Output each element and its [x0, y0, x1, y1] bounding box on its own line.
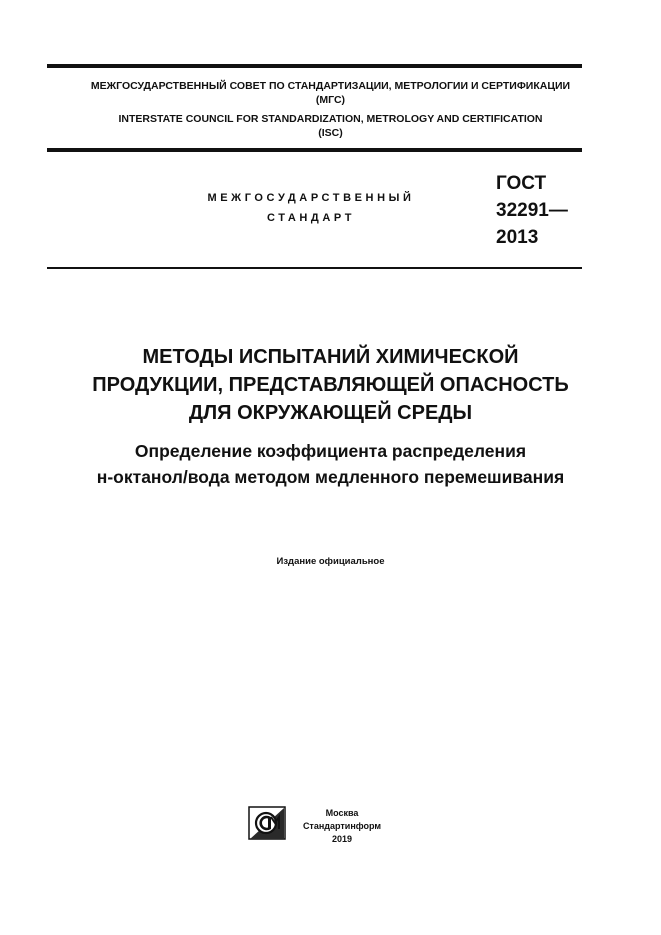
publisher-city: Москва [325, 808, 359, 818]
subtitle-line1: Определение коэффициента распределения [134, 441, 527, 461]
publisher-name: Стандартинформ [302, 821, 382, 831]
council-en-line1: INTERSTATE COUNCIL FOR STANDARDIZATION, METROLOGY AND CERTIFICATION [118, 113, 543, 125]
gost-number: 32291— [496, 200, 568, 221]
standard-type-line2: СТАНДАРТ [266, 212, 356, 224]
gost-year: 2013 [496, 227, 539, 248]
gost-label: ГОСТ [496, 173, 547, 194]
subtitle-line2: н-октанол/вода методом медленного перемешивания [96, 467, 565, 487]
edition-label: Издание официальное [276, 556, 385, 567]
publisher-year: 2019 [331, 834, 353, 844]
council-ru-abbr: (МГС) [315, 94, 346, 106]
header-bottom-rule [47, 148, 582, 152]
designation-bottom-rule [47, 267, 582, 269]
top-rule [47, 64, 582, 68]
standartinform-logo-icon [248, 806, 286, 840]
title-line3: ДЛЯ ОКРУЖАЮЩЕЙ СРЕДЫ [188, 402, 473, 424]
title-line1: МЕТОДЫ ИСПЫТАНИЙ ХИМИЧЕСКОЙ [142, 346, 519, 368]
council-en-abbr: (ISC) [318, 127, 343, 139]
title-line2: ПРОДУКЦИИ, ПРЕДСТАВЛЯЮЩЕЙ ОПАСНОСТЬ [92, 374, 569, 396]
standard-type-line1: МЕЖГОСУДАРСТВЕННЫЙ [207, 192, 415, 204]
council-ru-line1: МЕЖГОСУДАРСТВЕННЫЙ СОВЕТ ПО СТАНДАРТИЗАЦИИ, МЕТРОЛОГИИ И СЕРТИФИКАЦИИ [90, 80, 571, 92]
